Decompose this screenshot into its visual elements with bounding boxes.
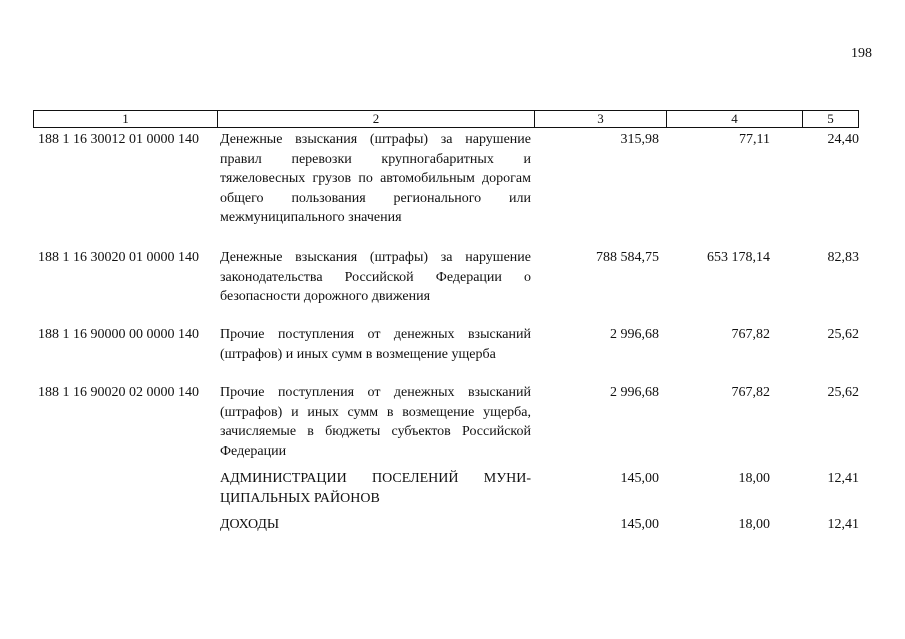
header-cell-3: 3: [535, 111, 667, 127]
budget-code: 188 1 16 90000 00 0000 140: [38, 327, 199, 342]
row-description: Денежные взыскания (штрафы) за нарушение правил перевозки крупногабаритных и тяжеловесных грузов по автомобильным дорогам общего пользования регионального или межмуниципального значения: [220, 132, 531, 225]
value-col5: 12,41: [827, 517, 859, 532]
row-description: Денежные взыскания (штрафы) за нарушение законодательства Российской Федерации о безопасности дорожного движения: [220, 250, 531, 304]
value-col4: 767,82: [731, 327, 770, 342]
budget-code: 188 1 16 30012 01 0000 140: [38, 132, 199, 147]
value-col4: 18,00: [738, 517, 770, 532]
budget-code: 188 1 16 30020 01 0000 140: [38, 250, 199, 265]
page-number: 198: [851, 46, 872, 61]
value-col4: 653 178,14: [707, 250, 770, 265]
value-col4: 767,82: [731, 385, 770, 400]
value-col5: 25,62: [827, 385, 859, 400]
value-col3: 145,00: [620, 517, 659, 532]
row-description: Прочие поступления от денежных взысканий (штрафов) и иных сумм в возмещение ущерба, зачисляемые в бюджеты субъектов Российской Федерации: [220, 385, 531, 459]
value-col3: 315,98: [620, 132, 659, 147]
value-col3: 2 996,68: [610, 385, 659, 400]
value-col3: 145,00: [620, 471, 659, 486]
table-header: [33, 110, 859, 128]
value-col5: 24,40: [827, 132, 859, 147]
section-heading: АДМИНИСТРАЦИИ ПОСЕЛЕНИЙ МУНИ-ЦИПАЛЬНЫХ РАЙОНОВ: [220, 471, 531, 506]
header-cell-4: 4: [667, 111, 803, 127]
header-cell-1: 1: [34, 111, 218, 127]
row-description: Прочие поступления от денежных взысканий (штрафов) и иных сумм в возмещение ущерба: [220, 327, 531, 362]
header-cell-2: 2: [218, 111, 535, 127]
value-col3: 788 584,75: [596, 250, 659, 265]
value-col5: 82,83: [827, 250, 859, 265]
value-col3: 2 996,68: [610, 327, 659, 342]
value-col4: 77,11: [739, 132, 770, 147]
value-col5: 12,41: [827, 471, 859, 486]
value-col5: 25,62: [827, 327, 859, 342]
section-heading: ДОХОДЫ: [220, 517, 280, 532]
value-col4: 18,00: [738, 471, 770, 486]
budget-code: 188 1 16 90020 02 0000 140: [38, 385, 199, 400]
header-cell-5: 5: [827, 111, 834, 126]
